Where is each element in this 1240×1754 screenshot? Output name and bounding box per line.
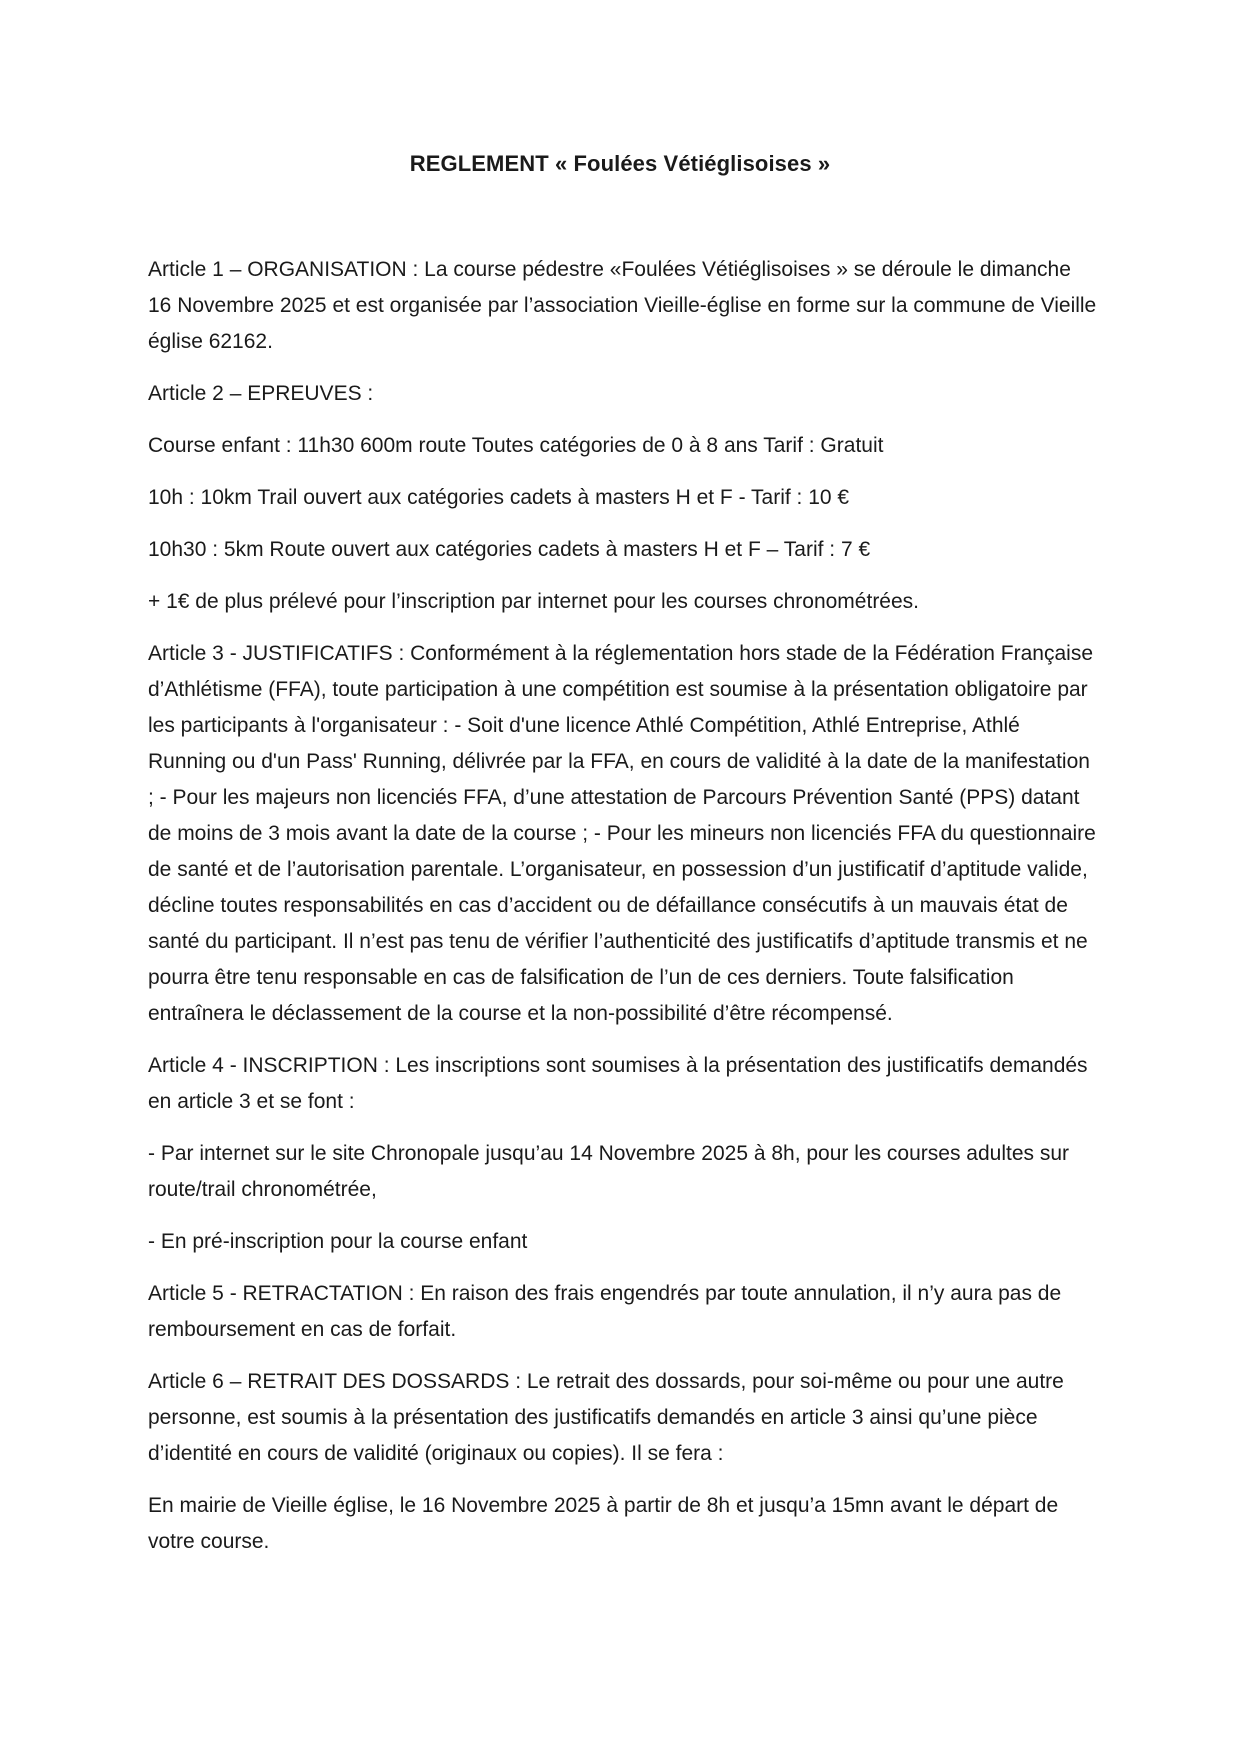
article-6-retrait-dossards: Article 6 – RETRAIT DES DOSSARDS : Le retrait des dossards, pour soi-même ou pour une autre personne, est soumis à la présentation des justificatifs demandés en article 3 ainsi qu’une pièce d’identité en cours de validité (originaux ou copies). Il se fera : xyxy=(148,1370,1064,1465)
article-3-justificatifs: Article 3 - JUSTIFICATIFS : Conformément à la réglementation hors stade de la Fédération Française d’Athlétisme (FFA), toute participation à une compétition est soumise à la présentation obligatoire par les participants à l'organisateur : - Soit d'une licence Athlé Compétition, Athlé Entreprise, Athlé Running ou d'un Pass' Running, délivrée par la FFA, en cours de validité à la date de la manifestation ; - Pour les majeurs non licenciés FFA, d’une attestation de Parcours Prévention Santé (PPS) datant de moins de 3 mois avant la date de la course ; - Pour les mineurs non licenciés FFA du questionnaire de santé et de l’autorisation parentale. L’organisateur, en possession d’un justificatif d’aptitude valide, décline toutes responsabilités en cas d’accident ou de défaillance consécutifs à un mauvais état de santé du participant. Il n’est pas tenu de vérifier l’authenticité des justificatifs d’aptitude transmis et ne pourra être tenu responsable en cas de falsification de l’un de ces derniers. Toute falsification entraînera le déclassement de la course et la non-possibilité d’être récompensé. xyxy=(148,642,1096,1025)
race-10km-trail: 10h : 10km Trail ouvert aux catégories cadets à masters H et F - Tarif : 10 € xyxy=(148,486,850,509)
document-body xyxy=(148,252,1098,1576)
inscription-kids: - En pré-inscription pour la course enfant xyxy=(148,1230,528,1253)
retrait-location: En mairie de Vieille église, le 16 Novembre 2025 à partir de 8h et jusqu’a 15mn avant le départ de votre course. xyxy=(148,1494,1059,1553)
inscription-internet: - Par internet sur le site Chronopale jusqu’au 14 Novembre 2025 à 8h, pour les courses adultes sur route/trail chronométrée, xyxy=(148,1142,1070,1201)
race-5km-road: 10h30 : 5km Route ouvert aux catégories cadets à masters H et F – Tarif : 7 € xyxy=(148,538,871,561)
document-title: REGLEMENT « Foulées Vétiéglisoises » xyxy=(409,151,831,176)
article-2-heading: Article 2 – EPREUVES : xyxy=(148,382,374,405)
article-4-inscription: Article 4 - INSCRIPTION : Les inscriptions sont soumises à la présentation des justificatifs demandés en article 3 et se font : xyxy=(148,1054,1088,1113)
internet-fee-note: + 1€ de plus prélevé pour l’inscription par internet pour les courses chronométrées. xyxy=(148,590,920,613)
article-5-retractation: Article 5 - RETRACTATION : En raison des frais engendrés par toute annulation, il n’y aura pas de remboursement en cas de forfait. xyxy=(148,1282,1062,1341)
article-1-organisation: Article 1 – ORGANISATION : La course pédestre «Foulées Vétiéglisoises » se déroule le dimanche 16 Novembre 2025 et est organisée par l’association Vieille-église en forme sur la commune de Vieille église 62162. xyxy=(148,258,1097,353)
race-kids: Course enfant : 11h30 600m route Toutes catégories de 0 à 8 ans Tarif : Gratuit xyxy=(148,434,884,457)
